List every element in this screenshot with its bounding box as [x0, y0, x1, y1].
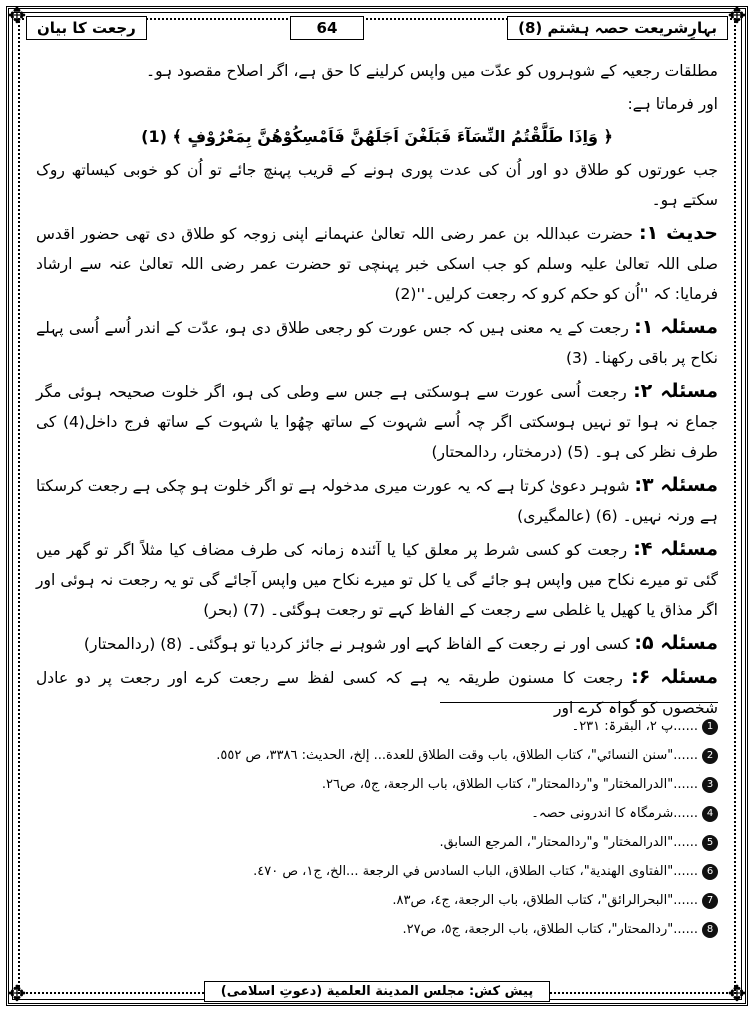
paragraph-text: رجعت کو کسی شرط پر معلق کیا یا آئندہ زمانہ کی طرف مضاف کیا مثلاً اگر تو گھر میں گئی تو میرے نکاح میں واپس ہو جائے گی یا کل تو میرے نکاح میں واپس آجائے گی تو یہ رجعت نہ ہوئی اور اگر مذاق یا کھیل یا غلطی سے رجعت کے الفاظ کہے تو رجعت ہوگئی۔ (7) (بحر): [36, 541, 718, 619]
corner-ornament-icon: ✥: [727, 4, 747, 29]
corner-ornament-icon: ✥: [7, 4, 27, 29]
footnote-item: [36, 886, 718, 915]
section-label: حدیث ۱:: [639, 222, 718, 244]
footnote-item: [36, 712, 718, 741]
footnote-text: ......"الفتاوى الهندية"، كتاب الطلاق، الباب السادس في الرجعة ...الخ، ج١، ص ٤٧٠.: [253, 864, 698, 879]
quran-verse: ﴿ وَاِذَا طَلَّقْتُمُ النِّسَآءَ فَبَلَغْنَ اَجَلَهُنَّ فَاَمْسِكُوْهُنَّ بِمَعْرُوْفٍ ﴾ (1): [141, 127, 613, 146]
footnote-number: 1: [702, 719, 718, 735]
paragraph-text: رجعت اُسی عورت سے ہوسکتی ہے جس سے وطی کی ہو، اگر خلوت صحیحہ ہوئی مگر جماع نہ ہوا تو نہیں ہوسکتی اگر چہ اُسے شہوت کے ساتھ چھُوا یا شہوت کے ساتھ فرج داخل(4) کی طرف نظر کی ہو۔ (5) (درمختار، ردالمحتار): [36, 383, 718, 461]
footnotes: [36, 712, 718, 944]
footnote-number: 2: [702, 748, 718, 764]
body-paragraph: [36, 312, 718, 373]
footnote-text: ......"سنن النسائي"، كتاب الطلاق، باب وقت الطلاق للعدة... إلخ، الحديث: ٣٣٨٦، ص ٥٥٢.: [216, 748, 698, 763]
footnote-item: [36, 741, 718, 770]
paragraph-text: اور فرماتا ہے:: [627, 95, 718, 113]
section-label: مسئلہ ۳:: [634, 474, 718, 496]
footnote-text: ......"الدرالمختار" و"ردالمحتار"، المرجع السابق.: [439, 835, 698, 850]
footnote-text: ......پ ۲، البقرۃ: ۲۳۱۔: [571, 719, 698, 734]
body-paragraph: [36, 218, 718, 309]
footnote-text: ......"البحرالرائق"، كتاب الطلاق، باب الرجعة، ج٤، ص٨٣.: [392, 893, 698, 908]
body-paragraph: [36, 155, 718, 215]
paragraph-text: جب عورتوں کو طلاق دو اور اُن کی عدت پوری ہونے کے قریب پہنچ جائے تو اُن کو خوبی کیساتھ روک سکتے ہو۔: [36, 161, 718, 209]
footnote-item: [36, 828, 718, 857]
body-paragraph: [36, 628, 718, 659]
paragraph-text: رجعت کا مسنون طریقہ یہ ہے کہ کسی لفظ سے رجعت کرے اور رجعت پر دو عادل شخصوں کو گواہ کرے اور: [36, 669, 718, 717]
main-text: [36, 56, 718, 726]
section-label: مسئلہ ۲:: [633, 380, 718, 402]
footnote-number: 4: [702, 806, 718, 822]
footnote-number: 3: [702, 777, 718, 793]
body-paragraph: [36, 89, 718, 119]
footnote-separator: [440, 702, 718, 703]
section-label: مسئلہ ۵:: [634, 632, 718, 654]
paragraph-text: شوہر دعویٰ کرتا ہے کہ یہ عورت میری مدخولہ ہے تو اگر خلوت ہو چکی ہے رجعت کرسکتا ہے ورنہ نہیں۔ (6) (عالمگیری): [35, 477, 718, 525]
paragraph-text: حضرت عبداللہ بن عمر رضی اللہ تعالیٰ عنہمانے اپنی زوجہ کو طلاق دی تھی حضور اقدس صلی اللہ تعالیٰ علیہ وسلم کو جب اسکی خبر پہنچی تو حضرت عمر رضی اللہ تعالیٰ عنہ سے ارشاد فرمایا: کہ ''اُن کو حکم کرو کہ رجعت کرلیں۔''(2): [36, 225, 718, 303]
page-number: 64: [290, 16, 365, 40]
body-paragraph: [36, 376, 718, 467]
section-label: مسئلہ ۴:: [633, 538, 718, 560]
paragraph-text: رجعت کے یہ معنی ہیں کہ جس عورت کو رجعی طلاق دی ہو، عدّت کے اندر اُسے اُسی پہلے نکاح پر باقی رکھنا۔ (3): [36, 319, 718, 367]
footnote-number: 8: [702, 922, 718, 938]
paragraph-text: مطلقات رجعیہ کے شوہروں کو عدّت میں واپس کرلینے کا حق ہے، اگر اصلاح مقصود ہو۔: [146, 62, 718, 80]
footnote-item: [36, 799, 718, 828]
body-paragraph: [36, 56, 718, 86]
corner-ornament-icon: ✥: [7, 982, 27, 1007]
footnote-number: 5: [702, 835, 718, 851]
footnote-text: ......"ردالمحتار"، كتاب الطلاق، باب الرجعة، ج٥، ص٢٧.: [402, 922, 698, 937]
paragraph-text: کسی اور نے رجعت کے الفاظ کہے اور شوہر نے جائز کردیا تو ہوگئی۔ (8) (ردالمحتار): [83, 635, 630, 653]
chapter-title: رجعت کا بیان: [26, 16, 147, 40]
footnote-item: [36, 770, 718, 799]
footnote-text: ......"الدرالمختار" و"ردالمحتار"، كتاب الطلاق، باب الرجعة، ج٥، ص٢٦.: [321, 777, 698, 792]
publisher-label: پیش کش: مجلس المدينة العلمية (دعوتِ اسلامی): [204, 981, 550, 1002]
book-title: بہارِشریعت حصہ ہشتم (8): [507, 16, 728, 40]
footnote-item: [36, 857, 718, 886]
footnote-item: [36, 915, 718, 944]
section-label: مسئلہ ۱:: [634, 316, 719, 338]
corner-ornament-icon: ✥: [727, 982, 747, 1007]
footnote-number: 6: [702, 864, 718, 880]
page-footer: [6, 978, 748, 1004]
page-header: [26, 14, 728, 42]
footnote-number: 7: [702, 893, 718, 909]
body-paragraph: [36, 470, 718, 531]
footnote-text: ......شرمگاہ کا اندرونی حصہ۔: [531, 806, 698, 821]
section-label: مسئلہ ۶:: [631, 666, 718, 688]
body-paragraph: [36, 534, 718, 625]
